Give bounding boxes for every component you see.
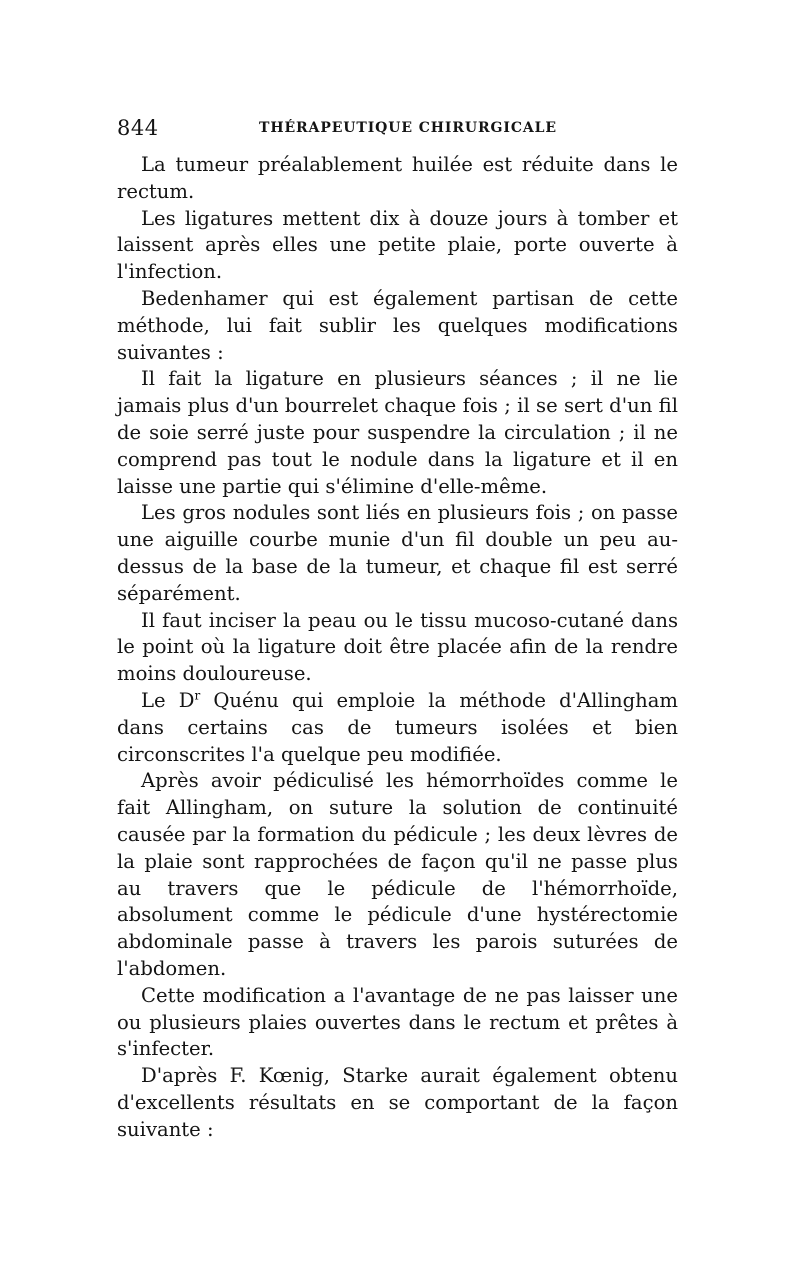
paragraph-7: [117, 688, 678, 768]
page-number: 844: [117, 116, 159, 140]
paragraph-9: Cette modification a l'avantage de ne pas laisser une ou plusieurs plaies ouvertes dans le rectum et prêtes à s'infecter.: [117, 983, 678, 1061]
paragraph-4: Il fait la ligature en plusieurs séances ; il ne lie jamais plus d'un bourrelet chaque fois ; il se sert d'un fil de soie serré juste pour suspendre la circulation ; il ne comprend pas tout le nodule dans la ligature et il en laisse une partie qui s'élimine d'elle-même.: [117, 367, 678, 498]
paragraph-3: Bedenhamer qui est également partisan de cette méthode, lui fait sublir les quelques modifications suivantes :: [117, 286, 678, 364]
paragraph-1: La tumeur préalablement huilée est réduite dans le rectum.: [117, 153, 678, 203]
running-title: THÉRAPEUTIQUE CHIRURGICALE: [259, 120, 557, 136]
paragraph-7-start: Le D: [141, 688, 195, 712]
paragraph-10: D'après F. Kœnig, Starke aurait également obtenu d'excellents résultats en se comportant de la façon suivante :: [117, 1064, 678, 1141]
paragraph-8: Après avoir pédiculisé les hémorrhoïdes comme le fait Allingham, on suture la solution de continuité causée par la formation du pédicule ; les deux lèvres de la plaie sont rapprochées de façon qu'il ne passe plus au travers que le pédicule de l'hémorrhoïde, absolument comme le pédicule d'une hystérectomie abdominale passe à travers les parois suturées de l'abdomen.: [117, 769, 678, 980]
paragraph-2: Les ligatures mettent dix à douze jours à tomber et laissent après elles une petite plaie, porte ouverte à l'infection.: [117, 206, 678, 284]
body-text: [117, 152, 678, 1143]
paragraph-5: Les gros nodules sont liés en plusieurs fois ; on passe une aiguille courbe munie d'un fil double un peu au-dessus de la base de la tumeur, et chaque fil est serré séparément.: [117, 501, 678, 605]
doctor-abbreviation-superscript: r: [194, 688, 201, 703]
paragraph-6: Il faut inciser la peau ou le tissu mucoso-cutané dans le point où la ligature doit être placée afin de la rendre moins douloureuse.: [117, 608, 678, 686]
paragraph-7-end: Quénu qui emploie la méthode d'Allingham dans certains cas de tumeurs isolées et bien circonscrites l'a quelque peu modifiée.: [117, 688, 679, 766]
running-head: [117, 116, 678, 140]
